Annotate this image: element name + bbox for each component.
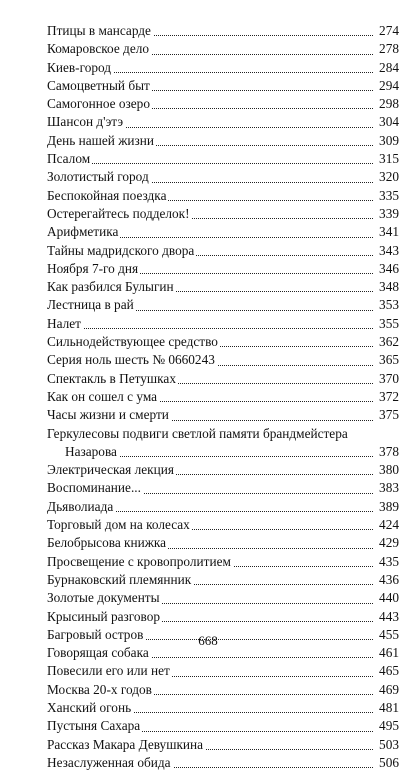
toc-entry bbox=[47, 150, 399, 168]
toc-entry bbox=[47, 77, 399, 95]
toc-entry-title: Ноября 7-го дня bbox=[47, 260, 139, 276]
toc-entry-title: Сильнодействующее средство bbox=[47, 334, 218, 350]
toc-entry-title: День нашей жизни bbox=[47, 132, 155, 148]
toc-entry bbox=[47, 516, 399, 534]
toc-entry-page: 424 bbox=[379, 517, 399, 533]
toc-entry-title: Псалом bbox=[47, 151, 91, 167]
toc-entry-title: Бурнаковский племянник bbox=[47, 571, 192, 587]
toc-entry-title: Рассказ Макара Девушкина bbox=[47, 736, 204, 752]
toc-entry bbox=[47, 242, 399, 260]
toc-entry bbox=[47, 736, 399, 754]
toc-entry bbox=[47, 22, 399, 40]
toc-entry-page: 284 bbox=[379, 59, 399, 75]
toc-entry-title: Торговый дом на колесах bbox=[47, 517, 190, 533]
toc-entry-page: 362 bbox=[379, 334, 399, 350]
toc-entry bbox=[47, 95, 399, 113]
toc-entry-title: Арифметика bbox=[47, 224, 119, 240]
toc-entry-title: Самоцветный быт bbox=[47, 77, 150, 93]
toc-entry-page: 278 bbox=[379, 41, 399, 57]
toc-entry-title: Спектакль в Петушках bbox=[47, 370, 176, 386]
toc-entry bbox=[47, 260, 399, 278]
toc-entry-page: 443 bbox=[379, 608, 399, 624]
toc-entry bbox=[47, 553, 399, 571]
toc-entry bbox=[47, 278, 399, 296]
toc-entry-title: Электрическая лекция bbox=[47, 462, 174, 478]
toc-entry-title: Комаровское дело bbox=[47, 41, 149, 57]
toc-entry bbox=[47, 534, 399, 552]
toc-entry-title: Геркулесовы подвиги светлой памяти брандмейстера bbox=[47, 425, 348, 441]
toc-entry bbox=[47, 187, 399, 205]
toc-entry-page: 461 bbox=[379, 645, 399, 661]
toc-entry-title: Ханский огонь bbox=[47, 699, 132, 715]
toc-entry-title: Говорящая собака bbox=[47, 645, 149, 661]
toc-entry bbox=[47, 461, 399, 479]
toc-entry-page: 309 bbox=[379, 132, 399, 148]
toc-entry bbox=[47, 370, 399, 388]
toc-entry-page: 355 bbox=[379, 315, 399, 331]
toc-entry bbox=[47, 40, 399, 58]
dot-leader bbox=[47, 328, 373, 329]
toc-entry-page: 469 bbox=[379, 681, 399, 697]
toc-entry bbox=[47, 223, 399, 241]
toc-entry-title: Дьяволиада bbox=[47, 498, 114, 514]
toc-entry-title: Как он сошел с ума bbox=[47, 388, 158, 404]
toc-entry-page: 346 bbox=[379, 260, 399, 276]
toc-entry-title: Самогонное озеро bbox=[47, 96, 150, 112]
toc-entry bbox=[47, 168, 399, 186]
toc-entry-page: 298 bbox=[379, 96, 399, 112]
toc-entry-page: 343 bbox=[379, 242, 399, 258]
toc-entry-page: 339 bbox=[379, 205, 399, 221]
toc-entry-page: 353 bbox=[379, 297, 399, 313]
dot-leader bbox=[47, 163, 373, 164]
toc-entry bbox=[47, 113, 399, 131]
toc-entry-page: 370 bbox=[379, 370, 399, 386]
page-number: 668 bbox=[198, 633, 218, 648]
toc-entry-title: Москва 20-х годов bbox=[47, 681, 152, 697]
toc-entry bbox=[47, 662, 399, 680]
toc-entry-page: 506 bbox=[379, 754, 399, 770]
toc-entry-title: Незаслуженная обида bbox=[47, 754, 171, 770]
toc-entry-title: Пустыня Сахара bbox=[47, 718, 141, 734]
toc-entry-title: Золотые документы bbox=[47, 590, 160, 606]
toc-entry bbox=[47, 717, 399, 735]
toc-entry bbox=[47, 351, 399, 369]
toc-entry-title: Золотистый город bbox=[47, 169, 149, 185]
toc-entry-page: 465 bbox=[379, 663, 399, 679]
toc-entry bbox=[47, 333, 399, 351]
toc-entry bbox=[47, 315, 399, 333]
toc-entry-page: 315 bbox=[379, 151, 399, 167]
toc-entry-page: 378 bbox=[379, 443, 399, 459]
toc-entry-page: 365 bbox=[379, 352, 399, 368]
toc-entry-page: 481 bbox=[379, 699, 399, 715]
toc-entry-page: 435 bbox=[379, 553, 399, 569]
toc-entry-page: 348 bbox=[379, 279, 399, 295]
toc-entry bbox=[47, 589, 399, 607]
toc-entry-page: 294 bbox=[379, 77, 399, 93]
toc-entry-title: Как разбился Булыгин bbox=[47, 279, 174, 295]
toc-entry bbox=[47, 59, 399, 77]
toc-entry bbox=[47, 388, 399, 406]
toc-entry bbox=[47, 425, 399, 443]
toc-entry-title: Серия ноль шесть № 0660243 bbox=[47, 352, 215, 368]
toc-entry-page: 389 bbox=[379, 498, 399, 514]
toc-entry-page: 372 bbox=[379, 388, 399, 404]
toc-entry-title: Белобрысова книжка bbox=[47, 535, 167, 551]
toc-entry-page: 274 bbox=[379, 23, 399, 38]
toc-entry bbox=[47, 681, 399, 699]
toc-entry bbox=[47, 205, 399, 223]
toc-entry-page: 455 bbox=[379, 626, 399, 642]
toc-entry-page: 429 bbox=[379, 535, 399, 551]
toc-entry-title: Повесили его или нет bbox=[47, 663, 170, 679]
toc-entry-title: Тайны мадридского двора bbox=[47, 242, 195, 258]
table-of-contents bbox=[47, 22, 399, 772]
toc-entry-title: Назарова bbox=[47, 444, 119, 459]
toc-entry-page: 495 bbox=[379, 718, 399, 734]
toc-entry-page: 436 bbox=[379, 571, 399, 587]
toc-entry-title: Багровый остров bbox=[47, 626, 144, 642]
toc-entry bbox=[47, 571, 399, 589]
toc-entry-page: 503 bbox=[379, 736, 399, 752]
toc-entry-title: Просвещение с кровопролитием bbox=[47, 553, 231, 569]
toc-entry bbox=[47, 296, 399, 314]
toc-entry bbox=[47, 132, 399, 150]
toc-entry-page: 341 bbox=[379, 224, 399, 240]
toc-entry bbox=[47, 406, 399, 424]
toc-entry-title: Налет bbox=[47, 315, 81, 331]
toc-entry-page: 335 bbox=[379, 187, 399, 203]
toc-entry-page: 375 bbox=[379, 407, 399, 423]
toc-entry-title: Лестница в рай bbox=[47, 297, 134, 313]
toc-entry-title: Остерегайтесь подделок! bbox=[47, 205, 190, 221]
toc-entry-title: Птицы в мансарде bbox=[47, 23, 151, 38]
toc-entry-title: Воспоминание... bbox=[47, 480, 141, 496]
toc-entry bbox=[47, 754, 399, 772]
toc-entry bbox=[47, 479, 399, 497]
toc-entry-page: 380 bbox=[379, 462, 399, 478]
toc-entry-page: 304 bbox=[379, 114, 399, 130]
toc-entry-title: Беспокойная поездка bbox=[47, 187, 167, 203]
toc-entry-title: Шансон д'этэ bbox=[47, 114, 124, 130]
toc-entry-title: Крысиный разговор bbox=[47, 608, 161, 624]
toc-entry-page: 383 bbox=[379, 480, 399, 496]
toc-entry-page: 320 bbox=[379, 169, 399, 185]
toc-entry bbox=[47, 699, 399, 717]
toc-entry-title: Киев-город bbox=[47, 59, 112, 75]
toc-entry-page: 440 bbox=[379, 590, 399, 606]
toc-entry bbox=[47, 443, 399, 461]
toc-entry-title: Часы жизни и смерти bbox=[47, 407, 169, 423]
toc-entry bbox=[47, 498, 399, 516]
toc-entry bbox=[47, 608, 399, 626]
